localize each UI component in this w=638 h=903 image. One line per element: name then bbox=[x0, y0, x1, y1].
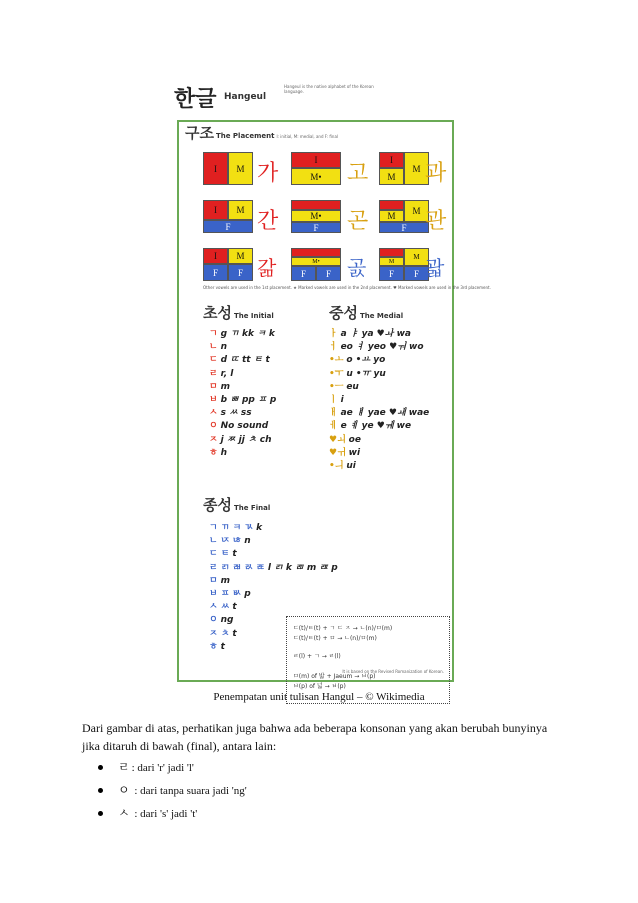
initial-heading: 초성 The Initial bbox=[203, 304, 274, 322]
figure-caption: Penempatan unit tulisan Hangul – © Wikimedia bbox=[213, 691, 425, 703]
placement-glyph-4: 간 bbox=[257, 209, 279, 234]
list-item: ♥ㅚ oe bbox=[329, 434, 361, 445]
placement-glyph-7: 갊 bbox=[257, 256, 277, 280]
list-item: ㅈ ㅊ t bbox=[209, 628, 237, 639]
list-item: ♥ㅟ wi bbox=[329, 447, 361, 458]
medial-list bbox=[329, 326, 429, 471]
list-item: ㅇ No sound bbox=[209, 421, 269, 432]
placement-glyph-9: 괇 bbox=[425, 256, 445, 280]
list-item: ㅔ e ㅖ ye ♥ㅞ we bbox=[329, 421, 412, 432]
rule-line: ㄹ(l) + ㄱ → ㄹ(l) bbox=[293, 653, 341, 660]
poster-frame bbox=[177, 120, 491, 690]
list-item: ㄹ r, l bbox=[209, 368, 234, 379]
rule-line: ㅁ(m) of 밟 + Jaeum → ㅂ(p) bbox=[293, 673, 376, 680]
list-item: ㅣ i bbox=[329, 394, 344, 405]
placement-glyph-2: 고 bbox=[347, 161, 369, 186]
poster-footnote: It is based on the Revised Romanization of Korean. bbox=[342, 669, 444, 674]
poster-note: Hangeul is the native alphabet of the Korean language. bbox=[284, 84, 374, 94]
placement-block-4: I M F bbox=[203, 200, 253, 233]
placement-note: Other vowels are used in the 1st placement. ★ Marked vowels are used in the 2nd placement. ♥ Marked vowels are used in the 3rd placement. bbox=[203, 285, 491, 290]
list-item: ㅅ : dari 's' jadi 't' bbox=[98, 802, 247, 825]
list-item: ㅎ h bbox=[209, 447, 227, 458]
initial-list bbox=[209, 326, 276, 458]
placement-glyph-1: 가 bbox=[257, 161, 279, 186]
medial-heading: 중성 The Medial bbox=[329, 304, 404, 322]
list-item: ㄴ ㄵ ㄶ n bbox=[209, 536, 251, 547]
placement-block-5: M• F bbox=[291, 200, 341, 233]
final-heading: 종성 The Final bbox=[203, 496, 271, 514]
list-item: ㅇ ng bbox=[209, 615, 234, 626]
placement-block-2: I M• bbox=[291, 152, 341, 185]
list-item: ㅁ m bbox=[209, 381, 230, 392]
list-item: ㅅ s ㅆ ss bbox=[209, 408, 252, 419]
list-item: ㅁ m bbox=[209, 575, 230, 586]
bullet-icon bbox=[98, 811, 103, 816]
list-item: ㄹ ㄺ ㄼ ㄽ ㄾ l ㄺ k ㄻ m ㄿ p bbox=[209, 562, 338, 573]
placement-glyph-8: 곬 bbox=[347, 256, 367, 280]
list-item: ㅅ ㅆ t bbox=[209, 602, 237, 613]
placement-block-7: I M F F bbox=[203, 248, 253, 281]
list-item: ㅎ t bbox=[209, 641, 225, 652]
hangeul-poster-image bbox=[168, 80, 491, 690]
bullet-icon bbox=[98, 788, 103, 793]
body-paragraph: Dari gambar di atas, perhatikan juga bahwa ada beberapa konsonan yang akan berubah bunyinya jika ditaruh di bawah (final), antara lain: bbox=[82, 721, 548, 753]
list-item: ㅏ a ㅑ ya ♥ㅘ wa bbox=[329, 329, 411, 339]
rule-line: ㄷ(t)/ㅌ(t) + ㅁ → ㄴ(n)/ㅁ(m) bbox=[293, 635, 377, 642]
list-item: •ㅡ eu bbox=[329, 381, 359, 392]
list-item: ㄷ d ㄸ tt ㅌ t bbox=[209, 355, 270, 366]
list-item: •ㅗ o •ㅛ yo bbox=[329, 355, 386, 366]
list-item: ㄷ ㅌ t bbox=[209, 549, 237, 560]
list-item: ㅈ j ㅉ jj ㅊ ch bbox=[209, 434, 272, 445]
list-item: ㄱ ㄲ ㅋ ㄳ k bbox=[209, 523, 263, 533]
placement-glyph-3: 과 bbox=[425, 161, 447, 186]
placement-glyph-5: 곤 bbox=[347, 209, 369, 234]
list-item: ㅂ ㅍ ㅄ p bbox=[209, 588, 251, 599]
bullet-list bbox=[98, 756, 247, 825]
list-item: ㅇ : dari tanpa suara jadi 'ng' bbox=[98, 779, 247, 802]
poster-title: 한글 bbox=[174, 87, 217, 112]
list-item: ㄱ g ㄲ kk ㅋ k bbox=[209, 329, 275, 339]
list-item: ㅂ b ㅃ pp ㅍ p bbox=[209, 394, 277, 405]
list-item: ㅐ ae ㅒ yae ♥ㅙ wae bbox=[329, 408, 430, 419]
placement-block-8: M• F F bbox=[291, 248, 341, 281]
list-item: ㄹ : dari 'r' jadi 'l' bbox=[98, 756, 247, 779]
rule-line: ㄷ(t)/ㅌ(t) + ㄱ ㄷ ㅈ → ㄴ(n)/ㅁ(m) bbox=[293, 625, 393, 632]
list-item: ㅓ eo ㅕ yeo ♥ㅝ wo bbox=[329, 342, 424, 353]
list-item: •ㅜ u •ㅠ yu bbox=[329, 368, 386, 379]
placement-glyph-6: 관 bbox=[425, 209, 447, 234]
rule-line: ㅂ(p) of 넓 → ㅂ(p) bbox=[293, 683, 346, 690]
placement-block-6: M M F bbox=[379, 200, 429, 233]
list-item: ㄴ n bbox=[209, 342, 227, 353]
list-item: •ㅢ ui bbox=[329, 460, 356, 471]
placement-heading: 구조 The Placement I: initial, M: medial, and F: final bbox=[185, 124, 339, 142]
placement-block-9: M M F F bbox=[379, 248, 429, 281]
bullet-icon bbox=[98, 765, 103, 770]
placement-block-1: I M bbox=[203, 152, 253, 185]
poster-subtitle: Hangeul bbox=[224, 92, 267, 102]
placement-block-3: I M M bbox=[379, 152, 429, 185]
